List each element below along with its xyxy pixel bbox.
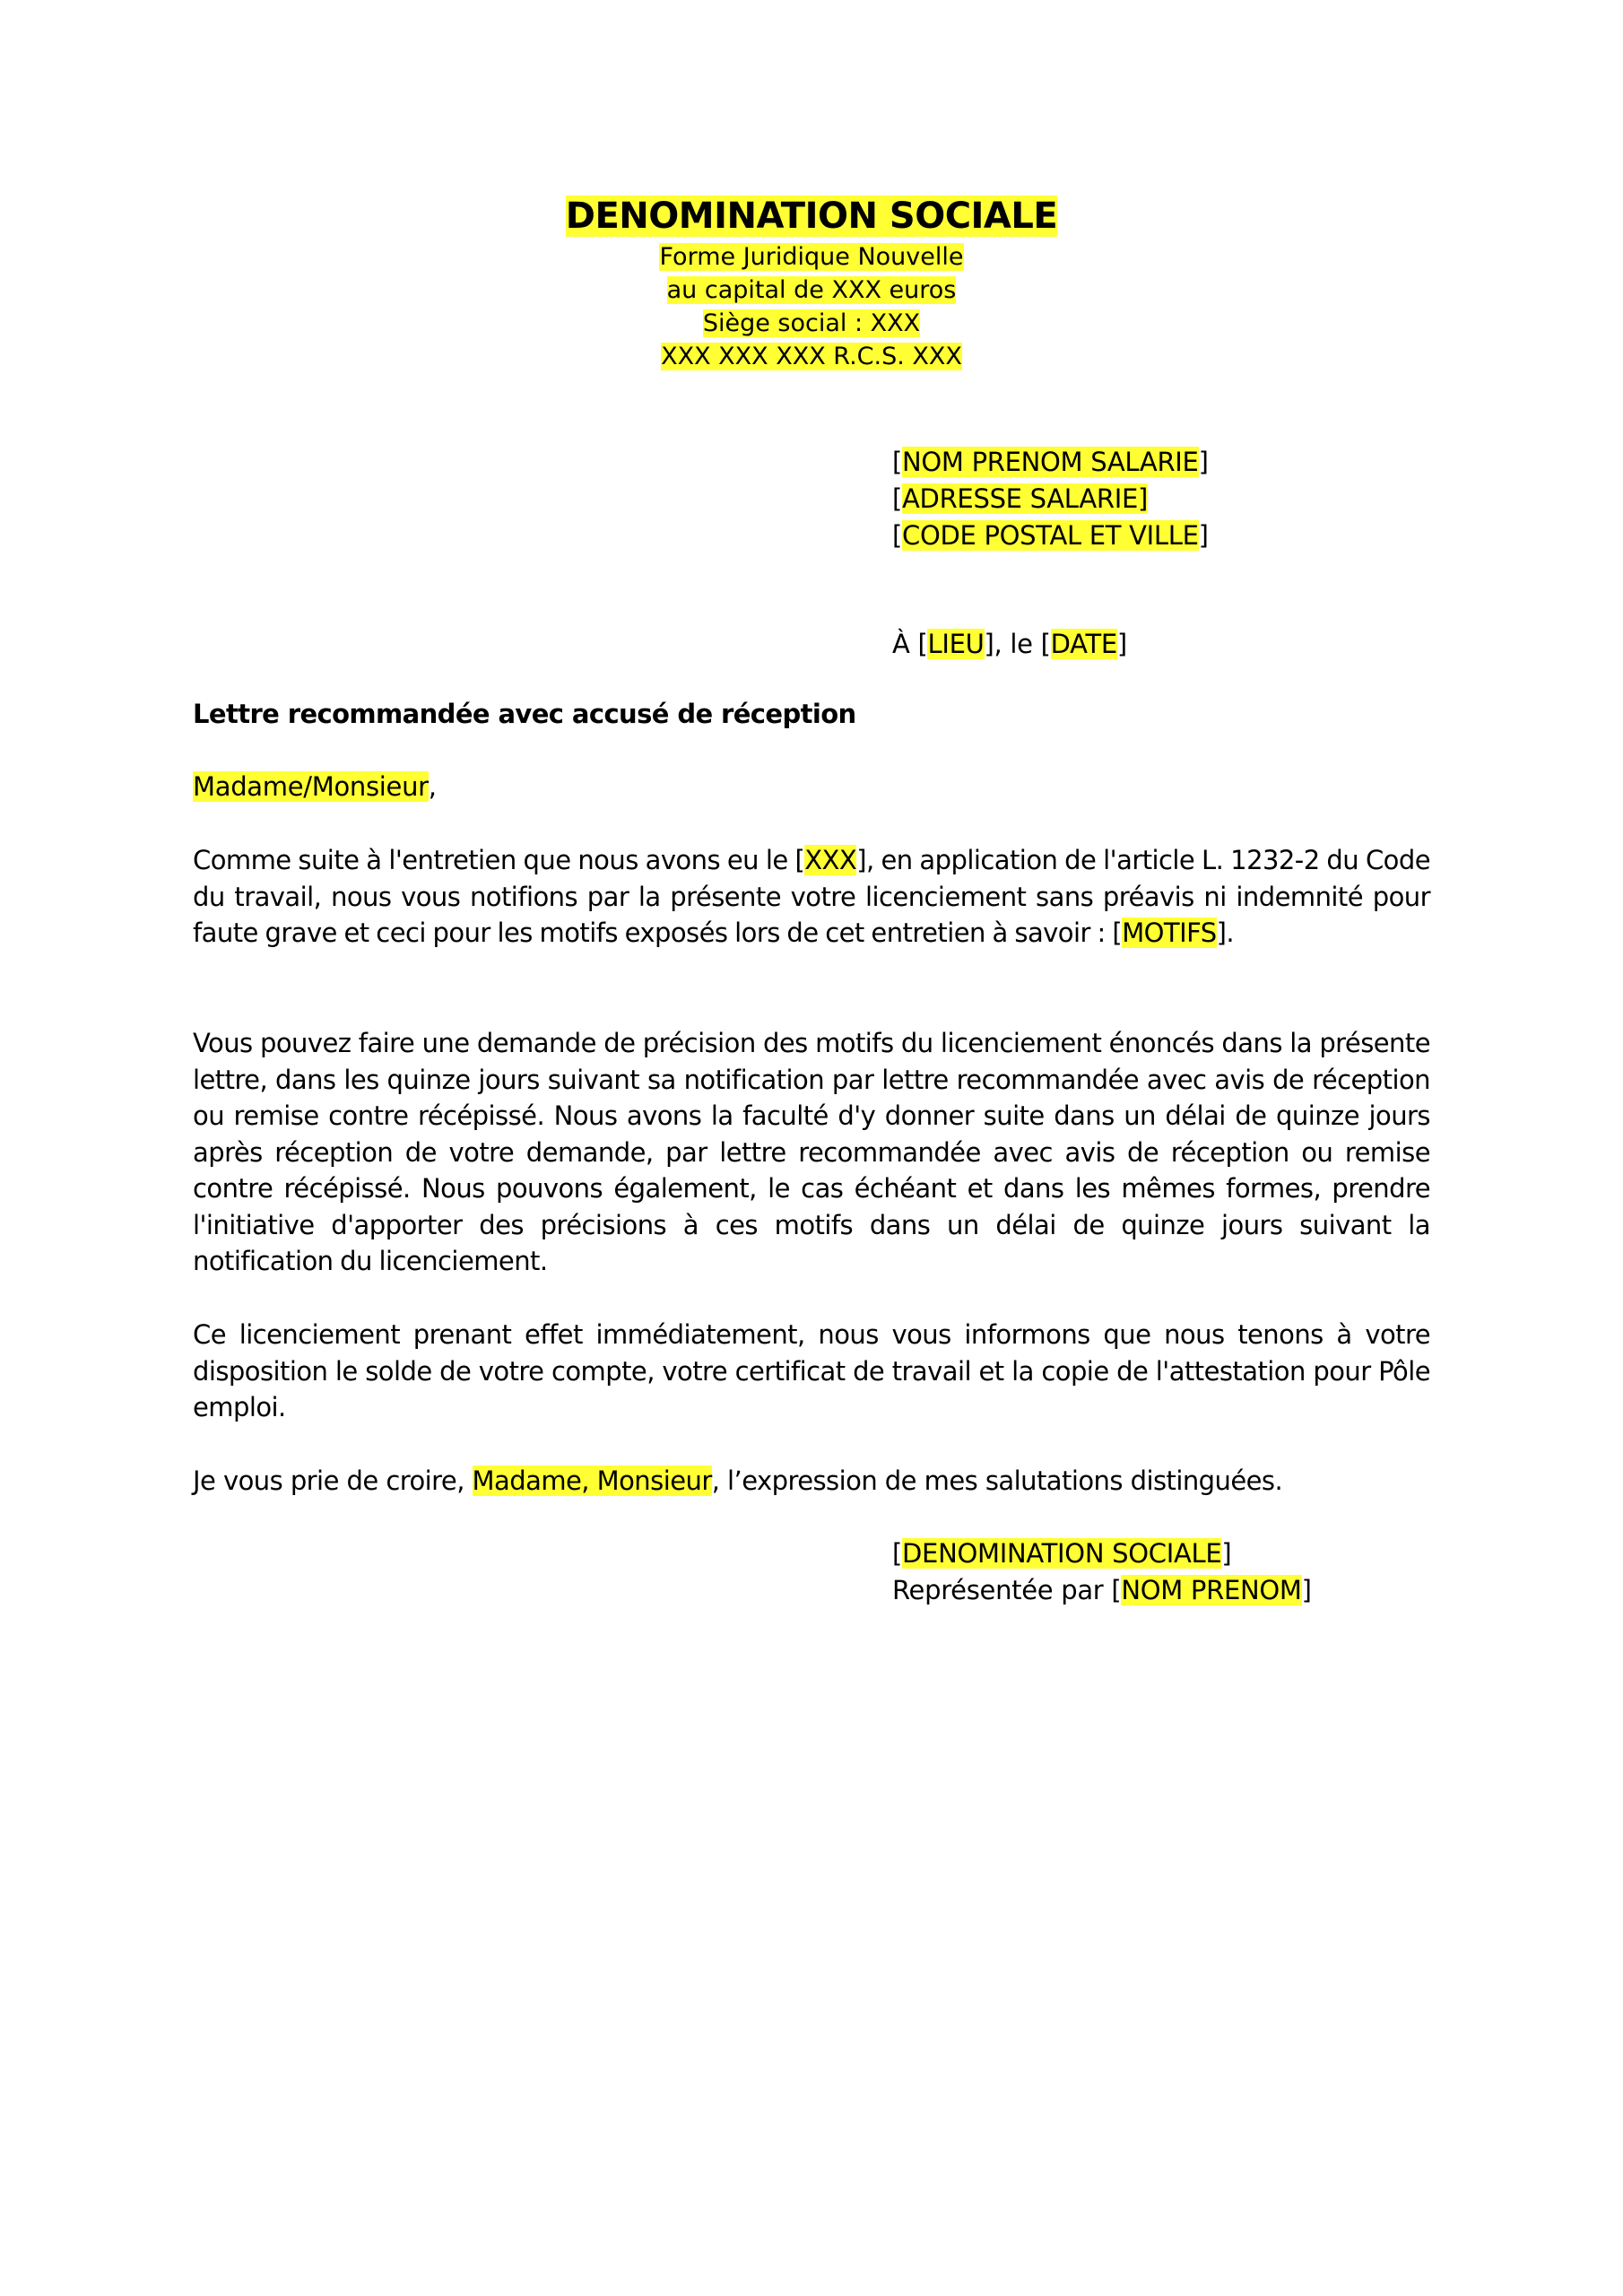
- date-suffix: ]: [1116, 629, 1127, 659]
- closing-text-1: Je vous prie de croire,: [193, 1465, 473, 1496]
- signature-suffix: ]: [1301, 1575, 1312, 1605]
- signature-representative-line: [892, 1572, 1312, 1609]
- date-middle: ], le [: [984, 629, 1051, 659]
- date-prefix: À [: [892, 629, 928, 659]
- interview-date-field: XXX: [804, 845, 857, 875]
- paragraph-notification: [193, 842, 1430, 952]
- registered-office: Siège social : XXX: [702, 309, 921, 337]
- place-date-line: [892, 626, 1127, 663]
- paragraph-documents: Ce licenciement prenant effet immédiatement, nous vous informons que nous tenons à votre disposition le solde de votre compte, votre certificat de travail et la copie de l'attestation pour Pôle emploi.: [193, 1319, 1430, 1422]
- legal-form: Forme Juridique Nouvelle: [659, 243, 964, 271]
- representative-name: NOM PRENOM: [1121, 1575, 1302, 1605]
- date-field: DATE: [1050, 629, 1117, 659]
- company-header: [0, 191, 1623, 241]
- salutation: [193, 769, 437, 805]
- signature-company: DENOMINATION SOCIALE: [902, 1538, 1222, 1569]
- recipient-address-line: [ADRESSE SALARIE]: [892, 483, 1149, 514]
- closing-formula: [193, 1463, 1282, 1500]
- p1-text-1: Comme suite à l'entretien que nous avons eu le [: [193, 845, 805, 875]
- closing-addressee-field: Madame, Monsieur: [472, 1465, 712, 1496]
- p1-text-2: ], en application de l'article L. 1232-2 du Code du travail, nous vous notifions par la présente votre licenciement sans préavis ni indemnité pour faute grave et ceci pour les motifs exposés lors de cet entretien à savoir : [: [193, 845, 1431, 948]
- salutation-comma: ,: [428, 771, 437, 802]
- letter-heading: Lettre recommandée avec accusé de réception: [193, 699, 856, 729]
- paragraph-precision-request: Vous pouvez faire une demande de précision des motifs du licenciement énoncés dans la présente lettre, dans les quinze jours suivant sa notification par lettre recommandée avec avis de réception ou remise contre récépissé. Nous avons la faculté d'y donner suite dans un délai de quinze jours après réception de votre demande, par lettre recommandée avec avis de réception ou remise contre récépissé. Nous pouvons également, le cas échéant et dans les mêmes formes, prendre l'initiative d'apporter des précisions à ces motifs dans un délai de quinze jours suivant la notification du licenciement.: [193, 1028, 1430, 1276]
- p1-text-3: ].: [1216, 918, 1235, 948]
- signature-block: [892, 1535, 1312, 1609]
- rcs-number: XXX XXX XXX R.C.S. XXX: [661, 343, 962, 370]
- recipient-postal-city: CODE POSTAL ET VILLE: [902, 520, 1199, 551]
- signature-company-line: [DENOMINATION SOCIALE]: [892, 1538, 1232, 1569]
- salutation-text: Madame/Monsieur: [193, 771, 429, 802]
- capital: au capital de XXX euros: [666, 276, 957, 304]
- recipient-street: ADRESSE SALARIE: [902, 483, 1138, 514]
- recipient-city-line: [CODE POSTAL ET VILLE]: [892, 520, 1209, 551]
- company-name: DENOMINATION SOCIALE: [565, 196, 1058, 237]
- company-details: [0, 240, 1623, 373]
- closing-text-2: , l’expression de mes salutations distinguées.: [711, 1465, 1283, 1496]
- recipient-name-line: [NOM PRENOM SALARIE]: [892, 447, 1209, 477]
- motifs-field: MOTIFS: [1122, 918, 1217, 948]
- recipient-address: [892, 444, 1209, 554]
- recipient-name: NOM PRENOM SALARIE: [902, 447, 1199, 477]
- represented-by-label: Représentée par [: [892, 1575, 1122, 1605]
- place-field: LIEU: [927, 629, 985, 659]
